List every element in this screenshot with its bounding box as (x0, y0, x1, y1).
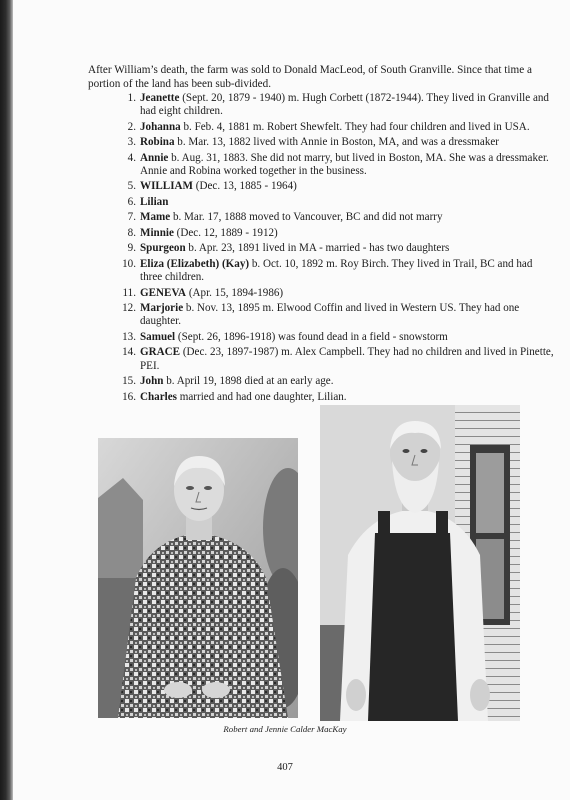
child-details: (Dec. 13, 1885 - 1964) (193, 180, 297, 193)
child-name: Eliza (Elizabeth) (Kay) (140, 257, 250, 270)
list-item (114, 136, 554, 149)
child-details: (Dec. 12, 1889 - 1912) (173, 226, 278, 239)
list-item (114, 258, 554, 284)
child-name: Jeanette (140, 92, 180, 104)
child-details: b. April 19, 1898 died at an early age. (163, 375, 334, 388)
list-item (114, 180, 554, 193)
child-details: b. Aug. 31, 1883. She did not marry, but lived in Boston, MA. She was a dressmaker. Annie and Robina worked together in the business. (140, 151, 549, 177)
child-name: GENEVA (140, 286, 187, 299)
list-item (114, 375, 554, 388)
list-item-number: 3. (127, 136, 136, 149)
photo-caption: Robert and Jennie Calder MacKay (223, 724, 347, 734)
list-item (114, 227, 554, 240)
list-item (114, 121, 554, 134)
child-details: b. Oct. 10, 1892 m. Roy Birch. They lived in Trail, BC and had three children. (140, 257, 533, 284)
child-details: (Apr. 15, 1894-1986) (186, 286, 284, 299)
intro-paragraph: After William’s death, the farm was sold to Donald MacLeod, of South Granville. Since that time a portion of the land has been sub-divided. (88, 64, 532, 90)
child-name: Annie (140, 151, 169, 164)
list-item-number: 16. (122, 390, 136, 403)
child-details: (Sept. 26, 1896-1918) was found dead in a field - snowstorm (175, 330, 448, 343)
list-item (114, 302, 554, 328)
child-name: Samuel (140, 330, 176, 343)
list-item-number: 12. (122, 302, 136, 315)
list-item-number: 8. (127, 226, 136, 239)
list-item-number: 11. (122, 286, 136, 299)
child-details: married and had one daughter, Lilian. (176, 390, 347, 403)
child-details: b. Nov. 13, 1895 m. Elwood Coffin and lived in Western US. They had one daughter. (140, 302, 520, 328)
child-name: Johanna (140, 120, 181, 133)
child-name: Robina (140, 136, 175, 149)
list-item-number: 13. (122, 330, 136, 343)
list-item (114, 211, 554, 224)
list-item (114, 242, 554, 255)
child-details: (Sept. 20, 1879 - 1940) m. Hugh Corbett (1872-1944). They lived in Granville and had eight children. (140, 92, 549, 118)
list-item-number: 10. (122, 257, 136, 270)
list-item (114, 391, 554, 404)
list-item-number: 1. (127, 92, 136, 104)
photo-robert-mackay (320, 405, 520, 721)
list-item-number: 14. (122, 346, 136, 359)
list-item (114, 287, 554, 300)
child-name: Spurgeon (140, 242, 186, 255)
list-item-number: 15. (122, 375, 136, 388)
child-name: Charles (140, 390, 177, 403)
list-item-number: 2. (127, 120, 136, 133)
child-name: Marjorie (140, 302, 184, 315)
child-details: (Dec. 23, 1897-1987) m. Alex Campbell. They had no children and lived in Pinette, PEI. (140, 346, 554, 372)
child-name: WILLIAM (140, 180, 194, 193)
list-item-number: 5. (127, 180, 136, 193)
list-item-number: 9. (127, 242, 136, 255)
list-item (114, 92, 554, 118)
list-item (114, 196, 554, 209)
list-item-number: 4. (127, 151, 136, 164)
child-details: b. Feb. 4, 1881 m. Robert Shewfelt. They had four children and lived in USA. (180, 120, 530, 133)
list-item-number: 6. (127, 195, 136, 208)
scan-binding-edge (0, 0, 13, 800)
child-details: b. Mar. 17, 1888 moved to Vancouver, BC and did not marry (170, 211, 443, 224)
list-item (114, 152, 554, 178)
list-item (114, 346, 554, 372)
page-number: 407 (277, 762, 293, 773)
child-name: Minnie (140, 226, 174, 239)
photo-jennie-calder-mackay (98, 438, 298, 718)
child-name: John (140, 375, 164, 388)
child-details: b. Apr. 23, 1891 lived in MA - married - has two daughters (185, 242, 450, 255)
child-name: Lilian (140, 195, 169, 208)
children-list (114, 92, 554, 406)
list-item-number: 7. (127, 211, 136, 224)
child-details: b. Mar. 13, 1882 lived with Annie in Boston, MA, and was a dressmaker (174, 136, 499, 149)
child-name: Mame (140, 211, 171, 224)
list-item (114, 331, 554, 344)
child-name: GRACE (140, 346, 181, 359)
